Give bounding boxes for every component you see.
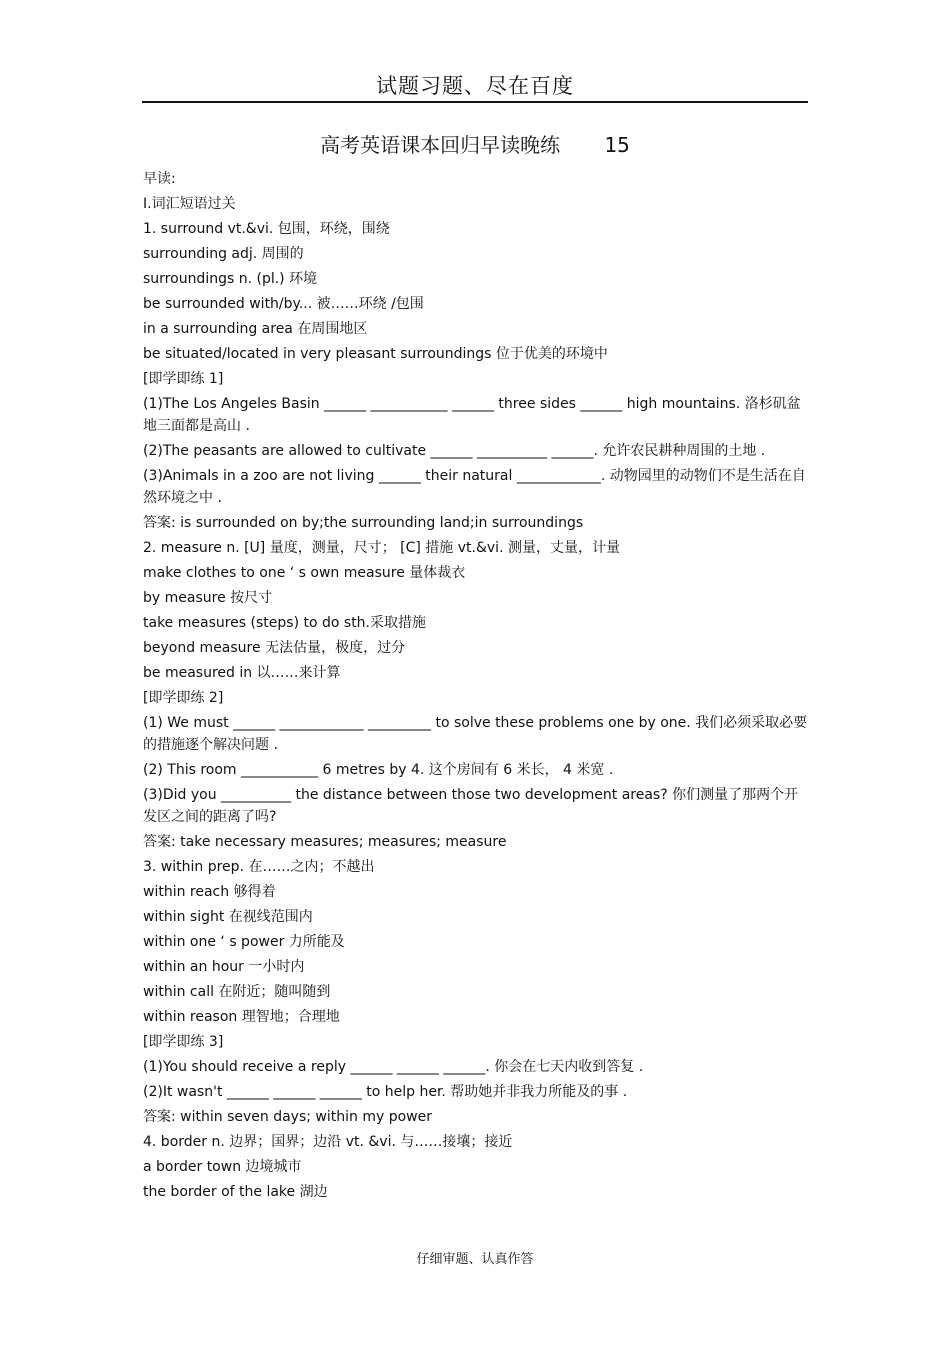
vocab-entry: surroundings n. (pl.) 环境: [143, 271, 318, 287]
vocab-entry: be surrounded with/by... 被……环绕 /包围: [143, 296, 424, 312]
practice-item: (2)The peasants are allowed to cultivate ______ __________ ______. 允许农民耕种周围的土地 .: [143, 443, 766, 459]
practice-item: (1) We must ______ ____________ _________ to solve these problems one by one. 我们必须采取必要的措施逐个解决问题 .: [143, 715, 808, 753]
vocab-entry: make clothes to one ‘ s own measure 量体裁衣: [143, 565, 466, 581]
practice-item: (3)Animals in a zoo are not living ______ their natural ____________. 动物园里的动物们不是生活在自然环境之中 .: [143, 468, 806, 506]
answer-line: 答案: take necessary measures; measures; measure: [143, 834, 507, 850]
vocab-entry: 4. border n. 边界；国界；边沿 vt. &vi. 与……接壤；接近: [143, 1134, 513, 1150]
page-footer: 仔细审题、认真作答: [416, 1252, 534, 1267]
vocab-entry: within reach 够得着: [143, 884, 276, 900]
section-label: 早读:: [143, 171, 176, 187]
practice-heading: [即学即练 1]: [143, 371, 224, 387]
document-title-text: 高考英语课本回归早读晚练: [320, 133, 561, 157]
practice-item: (3)Did you __________ the distance between those two development areas? 你们测量了那两个开发区之间的距离了吗?: [143, 787, 799, 825]
vocab-entry: 1. surround vt.&vi. 包围，环绕，围绕: [143, 221, 390, 237]
vocab-entry: beyond measure 无法估量，极度，过分: [143, 640, 406, 656]
vocab-entry: the border of the lake 湖边: [143, 1184, 328, 1200]
vocab-entry: in a surrounding area 在周围地区: [143, 321, 368, 337]
vocab-entry: surrounding adj. 周围的: [143, 246, 304, 262]
vocab-entry: by measure 按尺寸: [143, 590, 273, 606]
document-body: [143, 168, 808, 1206]
answer-line: 答案: is surrounded on by;the surrounding land;in surroundings: [143, 515, 584, 531]
vocab-entry: within sight 在视线范围内: [143, 909, 313, 925]
header-divider: [142, 101, 808, 103]
practice-item: (2) This room ___________ 6 metres by 4. 这个房间有 6 米长， 4 米宽 .: [143, 762, 614, 778]
answer-line: 答案: within seven days; within my power: [143, 1109, 432, 1125]
practice-item: (1)The Los Angeles Basin ______ ___________ ______ three sides ______ high mountains. 洛杉矶盆地三面都是高山 .: [143, 396, 801, 434]
page-header-title: 试题习题、尽在百度: [376, 74, 574, 98]
practice-heading: [即学即练 3]: [143, 1034, 224, 1050]
vocab-entry: within call 在附近；随叫随到: [143, 984, 331, 1000]
vocab-entry: 2. measure n. [U] 量度，测量，尺寸； [C] 措施 vt.&vi. 测量，丈量，计量: [143, 540, 620, 556]
practice-item: (2)It wasn't ______ ______ ______ to help her. 帮助她并非我力所能及的事 .: [143, 1084, 628, 1100]
vocab-entry: a border town 边境城市: [143, 1159, 302, 1175]
vocab-entry: within one ‘ s power 力所能及: [143, 934, 345, 950]
vocab-entry: be measured in 以……来计算: [143, 665, 341, 681]
document-title: [0, 129, 950, 158]
vocab-entry: be situated/located in very pleasant surroundings 位于优美的环境中: [143, 346, 608, 362]
vocab-entry: take measures (steps) to do sth.采取措施: [143, 615, 427, 631]
vocab-entry: within reason 理智地；合理地: [143, 1009, 340, 1025]
practice-item: (1)You should receive a reply ______ ______ ______. 你会在七天内收到答复 .: [143, 1059, 644, 1075]
vocab-entry: 3. within prep. 在……之内；不越出: [143, 859, 375, 875]
practice-heading: [即学即练 2]: [143, 690, 224, 706]
section-heading: Ⅰ.词汇短语过关: [143, 196, 236, 212]
vocab-entry: within an hour 一小时内: [143, 959, 305, 975]
document-number: 15: [604, 133, 630, 157]
